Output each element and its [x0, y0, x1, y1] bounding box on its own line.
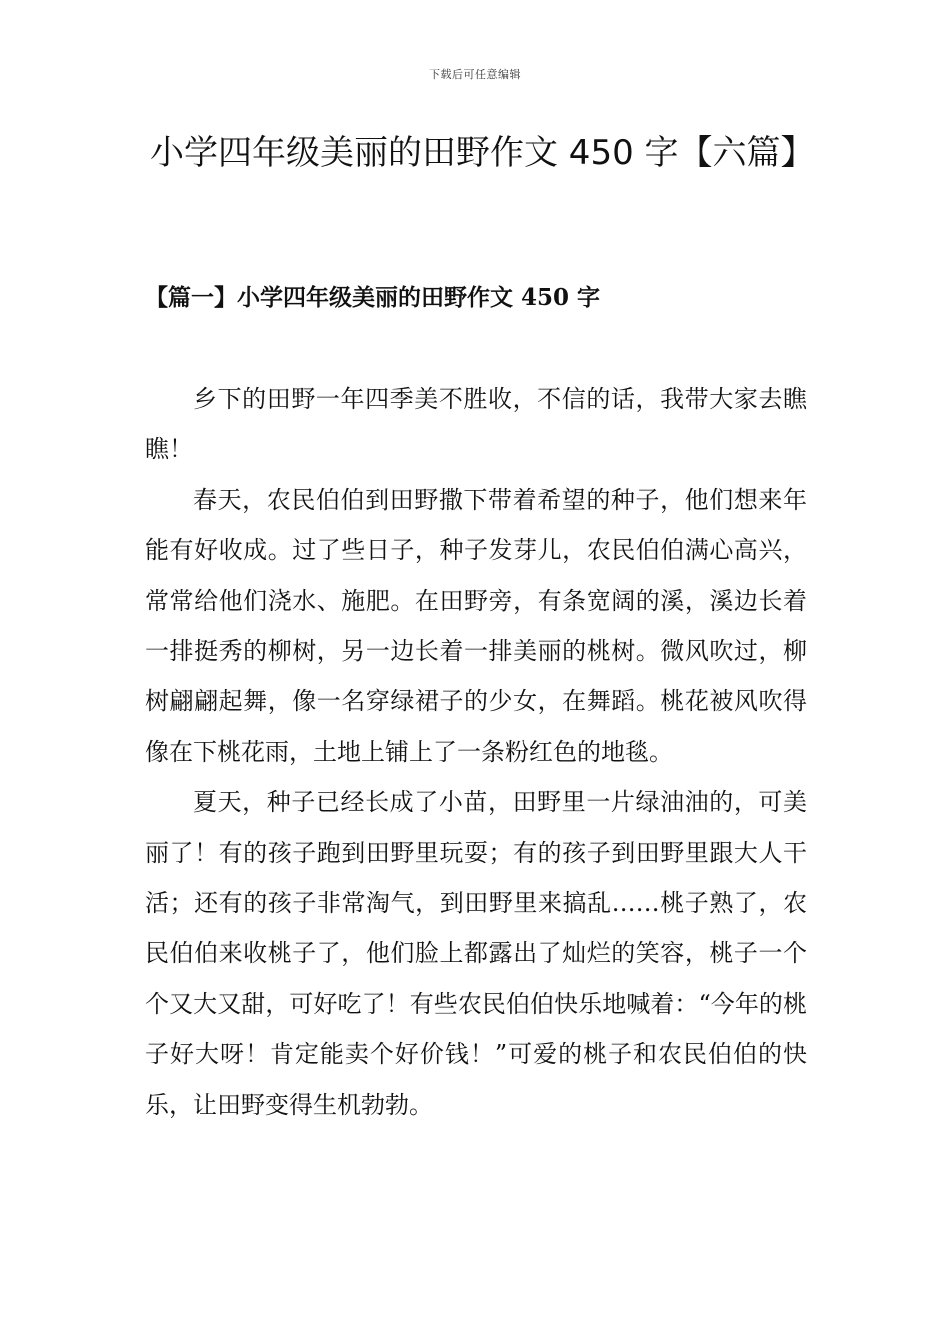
- header-note: 下载后可任意编辑: [429, 68, 521, 81]
- paragraph: 乡下的田野一年四季美不胜收，不信的话，我带大家去瞧瞧！: [145, 385, 807, 464]
- paragraph: 夏天，种子已经长成了小苗，田野里一片绿油油的，可美丽了！有的孩子跑到田野里玩耍；有的孩子到田野里跟大人干活；还有的孩子非常淘气，到田野里来搞乱……桃子熟了，农民伯伯来收桃子了，他们脸上都露出了灿烂的笑容，桃子一个个又大又甜，可好吃了！有些农民伯伯快乐地喊着：“今年的桃子好大呀！肯定能卖个好价钱！”可爱的桃子和农民伯伯的快乐，让田野变得生机勃勃。: [145, 788, 807, 1119]
- section-heading: 【篇一】小学四年级美丽的田野作文 450 字: [145, 284, 601, 311]
- document-title: 小学四年级美丽的田野作文 450 字【六篇】: [150, 133, 815, 173]
- paragraph: 春天，农民伯伯到田野撒下带着希望的种子，他们想来年能有好收成。过了些日子，种子发芽儿，农民伯伯满心高兴，常常给他们浇水、施肥。在田野旁，有条宽阔的溪，溪边长着一排挺秀的柳树，另一边长着一排美丽的桃树。微风吹过，柳树翩翩起舞，像一名穿绿裙子的少女，在舞蹈。桃花被风吹得像在下桃花雨，土地上铺上了一条粉红色的地毯。: [145, 485, 807, 766]
- essay-body: [145, 374, 807, 1130]
